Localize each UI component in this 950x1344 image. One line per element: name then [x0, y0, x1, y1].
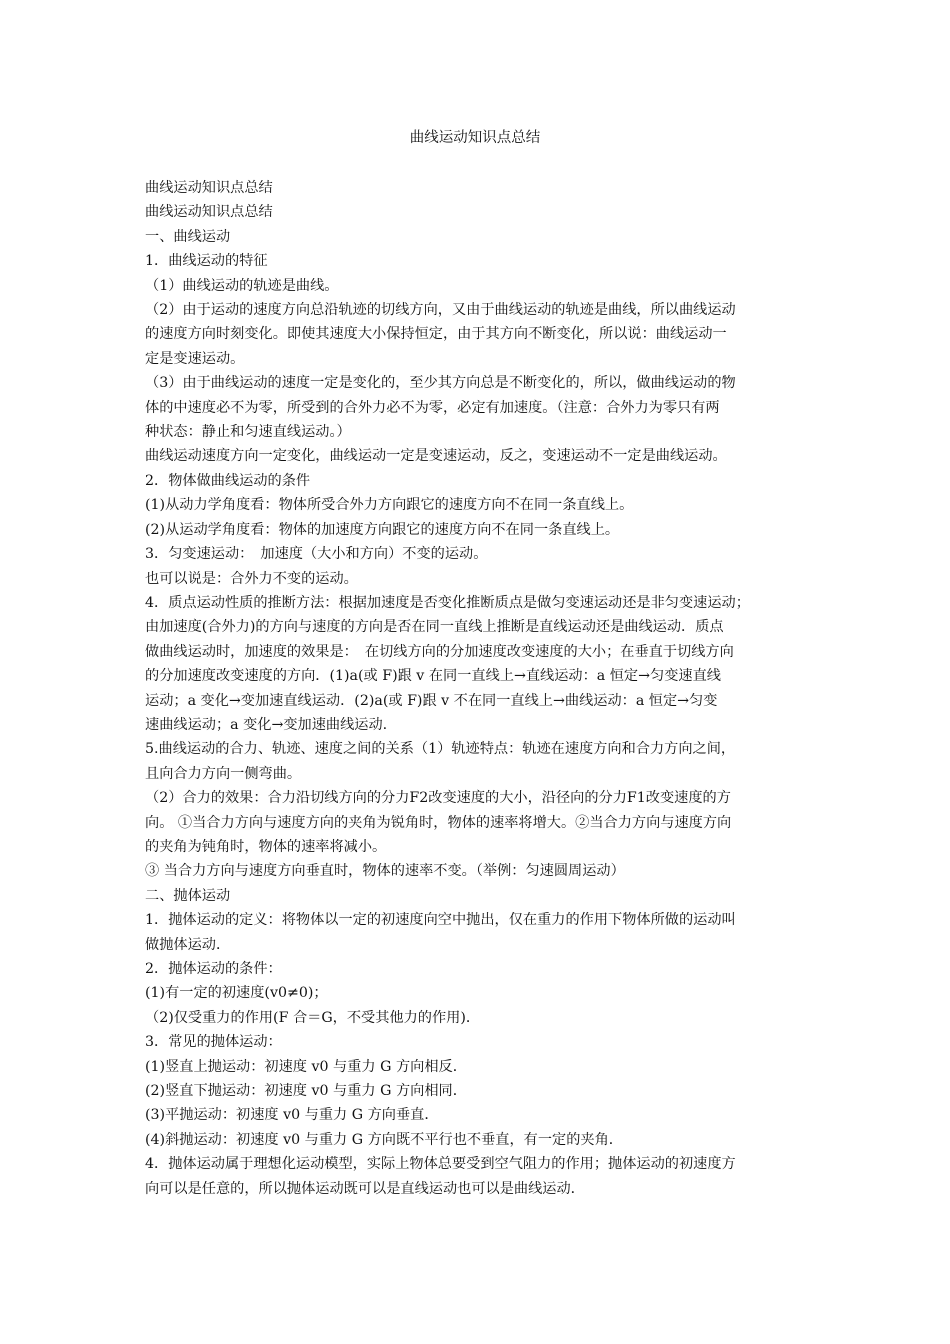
text-line: 且向合力方向一侧弯曲。 — [145, 765, 302, 782]
text-line: (2)从运动学角度看：物体的加速度方向跟它的速度方向不在同一条直线上。 — [145, 521, 620, 538]
text-line: 3．匀变速运动： 加速度（大小和方向）不变的运动。 — [145, 546, 488, 563]
document-body — [145, 176, 815, 1201]
text-line: 由加速度(合外力)的方向与速度的方向是否在同一直线上推断是直线运动还是曲线运动．质点 — [145, 619, 724, 636]
text-line: 定是变速运动。 — [145, 350, 245, 367]
text-line: 4．抛体运动属于理想化运动模型，实际上物体总要受到空气阻力的作用；抛体运动的初速度方 — [145, 1156, 736, 1173]
text-line: ③ 当合力方向与速度方向垂直时，物体的速率不变。（举例：匀速圆周运动） — [145, 863, 625, 880]
text-line: 也可以说是：合外力不变的运动。 — [145, 570, 358, 587]
page-title: 曲线运动知识点总结 — [409, 130, 541, 146]
text-line: 的夹角为钝角时，物体的速率将减小。 — [145, 838, 387, 855]
text-line: 一、曲线运动 — [145, 228, 231, 245]
text-line: 曲线运动知识点总结 — [145, 180, 273, 196]
text-line: 3．常见的抛体运动： — [145, 1034, 282, 1051]
text-line: (2)竖直下抛运动：初速度 v0 与重力 G 方向相同． — [145, 1083, 467, 1100]
text-line: 4．质点运动性质的推断方法：根据加速度是否变化推断质点是做匀变速运动还是非匀变速运动； — [145, 594, 750, 611]
text-line: 运动；a 变化→变加速直线运动．(2)a(或 F)跟 v 不在同一直线上→曲线运动：a 恒定→匀变 — [145, 692, 718, 709]
text-line: （2）由于运动的速度方向总沿轨迹的切线方向，又由于曲线运动的轨迹是曲线，所以曲线运动 — [145, 302, 736, 319]
text-line: 种状态：静止和匀速直线运动。） — [145, 424, 351, 441]
text-line: 曲线运动速度方向一定变化，曲线运动一定是变速运动，反之，变速运动不一定是曲线运动。 — [145, 448, 727, 465]
text-line: 做曲线运动时，加速度的效果是： 在切线方向的分加速度改变速度的大小；在垂直于切线方向 — [145, 643, 734, 660]
text-line: 的分加速度改变速度的方向．(1)a(或 F)跟 v 在同一直线上→直线运动：a 恒定→匀变速直线 — [145, 668, 721, 685]
text-line: （1）曲线运动的轨迹是曲线。 — [145, 277, 339, 294]
text-line: (1)有一定的初速度(v0≠0)； — [145, 985, 328, 1002]
text-line: 向。 ①当合力方向与速度方向的夹角为锐角时，物体的速率将增大。②当合力方向与速度方向 — [145, 814, 732, 831]
text-line: 2．物体做曲线运动的条件 — [145, 472, 311, 489]
text-line: (1)从动力学角度看：物体所受合外力方向跟它的速度方向不在同一条直线上。 — [145, 497, 634, 514]
text-line: （2)仅受重力的作用(F 合＝G，不受其他力的作用)． — [145, 1009, 481, 1026]
text-line: 二、抛体运动 — [145, 887, 231, 904]
text-line: 2．抛体运动的条件： — [145, 961, 282, 977]
text-line: （2）合力的效果：合力沿切线方向的分力F2改变速度的大小，沿径向的分力F1改变速度的方 — [145, 790, 731, 807]
text-line: 向可以是任意的，所以抛体运动既可以是直线运动也可以是曲线运动． — [145, 1180, 585, 1197]
text-line: 5.曲线运动的合力、轨迹、速度之间的关系（1）轨迹特点：轨迹在速度方向和合力方向之间， — [145, 741, 736, 758]
text-line: 做抛体运动． — [145, 936, 231, 953]
text-line: 的速度方向时刻变化。即使其速度大小保持恒定，由于其方向不断变化，所以说：曲线运动一 — [145, 326, 727, 343]
text-line: 1．抛体运动的定义：将物体以一定的初速度向空中抛出，仅在重力的作用下物体所做的运动叫 — [145, 912, 736, 929]
text-line: 速曲线运动；a 变化→变加速曲线运动. — [145, 716, 388, 733]
text-line: 曲线运动知识点总结 — [145, 204, 273, 221]
text-line: (4)斜抛运动：初速度 v0 与重力 G 方向既不平行也不垂直，有一定的夹角． — [145, 1131, 623, 1148]
text-line: (3)平抛运动：初速度 v0 与重力 G 方向垂直． — [145, 1107, 439, 1124]
text-line: (1)竖直上抛运动：初速度 v0 与重力 G 方向相反． — [145, 1058, 467, 1075]
text-line: 1．曲线运动的特征 — [145, 253, 268, 270]
text-line: 体的中速度必不为零，所受到的合外力必不为零，必定有加速度。（注意：合外力为零只有两 — [145, 399, 720, 416]
text-line: （3）由于曲线运动的速度一定是变化的，至少其方向总是不断变化的，所以，做曲线运动的物 — [145, 375, 736, 392]
